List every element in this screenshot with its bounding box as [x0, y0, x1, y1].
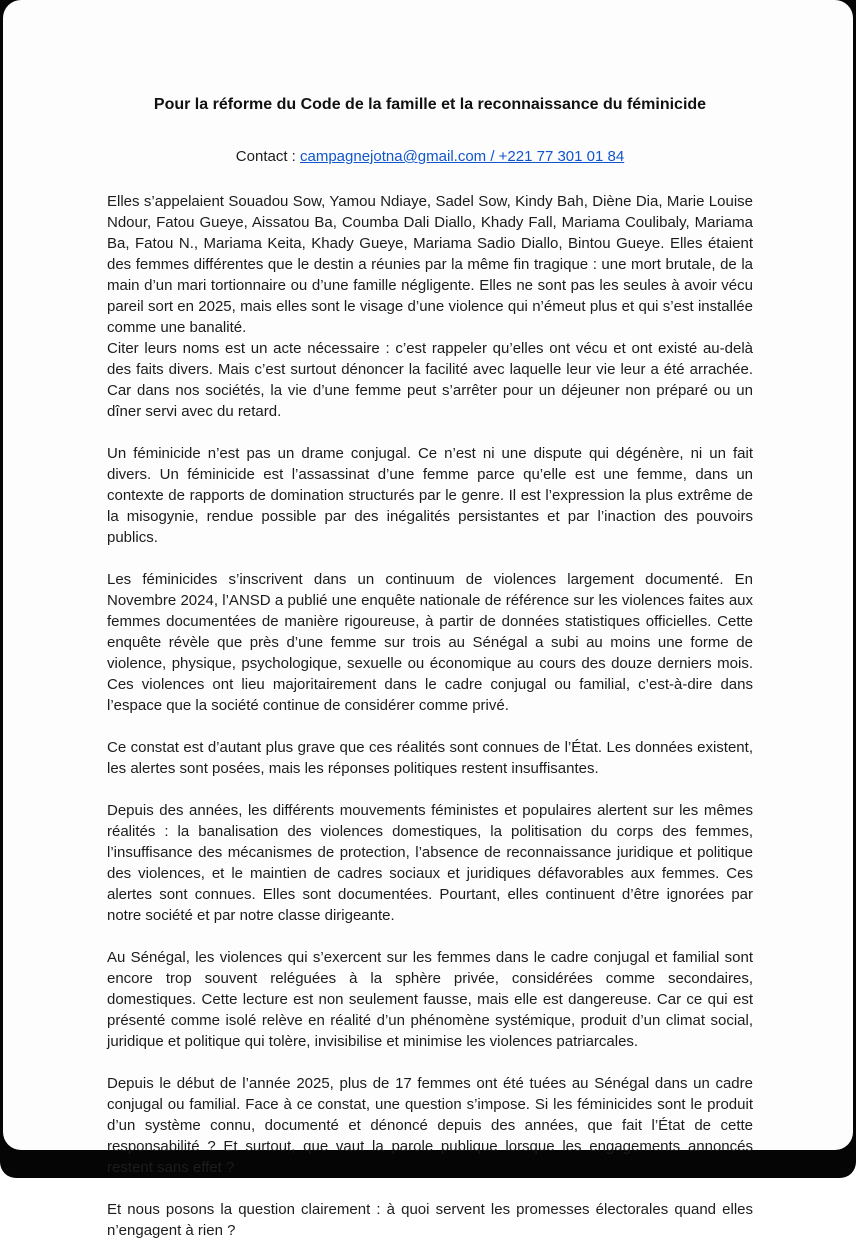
- contact-label: Contact :: [235, 148, 300, 165]
- paragraph-names-list: Elles s’appelaient Souadou Sow, Yamou Ndiaye, Sadel Sow, Kindy Bah, Diène Dia, Marie Louise Ndour, Fatou Gueye, Aissatou Ba, Coumba Dali Diallo, Khady Fall, Mariama Coulibaly, Mariama Ba, Fatou N., Mariama Keita, Khady Gueye, Mariama Sadio Diallo, Bintou Gueye. Elles étaient des femmes différentes que le destin a réunies par la même fin tragique : une mort brutale, de la main d’un mari tortionnaire ou d’une famille négligente. Elles ne sont pas les seules à avoir vécu pareil sort en 2025, mais elles sont le visage d’une violence qui n’émeut plus et qui s’est installée comme une banalité.: [107, 193, 753, 336]
- paragraph-question-promesses: Et nous posons la question clairement : à quoi servent les promesses électorales quand elles n’engagent à rien ?: [107, 1201, 753, 1239]
- paragraph-definition-feminicide: Un féminicide n’est pas un drame conjugal. Ce n’est ni une dispute qui dégénère, ni un fait divers. Un féminicide est l’assassinat d’une femme parce qu’elle est une femme, dans un contexte de rapports de domination structurés par le genre. Il est l’expression la plus extrême de la misogynie, rendue possible par des inégalités persistantes et par l’inaction des pouvoirs publics.: [107, 445, 753, 546]
- paragraph-mouvements-feministes: Depuis des années, les différents mouvements féministes et populaires alertent sur les mêmes réalités : la banalisation des violences domestiques, la politisation du corps des femmes, l’insuffisance des mécanismes de protection, l’absence de reconnaissance juridique et politique des violences, et le maintien de cadres sociaux et juridiques défavorables aux femmes. Ces alertes sont connues. Elles sont documentées. Pourtant, elles continuent d’être ignorées par notre société et par notre classe dirigeante.: [107, 802, 753, 924]
- document-page: [3, 0, 853, 1239]
- paragraph-citer-noms: Citer leurs noms est un acte nécessaire : c’est rappeler qu’elles ont vécu et ont existé au-delà des faits divers. Mais c’est surtout dénoncer la facilité avec laquelle leur vie leur a été arrachée. Car dans nos sociétés, la vie d’une femme peut s’arrêter pour un déjeuner non préparé ou un dîner servi avec du retard.: [107, 340, 753, 420]
- paragraph-sphere-privee: Au Sénégal, les violences qui s’exercent sur les femmes dans le cadre conjugal et familial sont encore trop souvent reléguées à la sphère privée, considérées comme secondaires, domestiques. Cette lecture est non seulement fausse, mais elle est dangereuse. Car ce qui est présenté comme isolé relève en réalité d’un phénomène systémique, produit d’un climat social, juridique et politique qui tolère, invisibilise et minimise les violences patriarcales.: [107, 949, 753, 1050]
- paragraph-continuum-violences: Les féminicides s’inscrivent dans un continuum de violences largement documenté. En Novembre 2024, l’ANSD a publié une enquête nationale de référence sur les violences faites aux femmes documentées de manière rigoureuse, à partir de données statistiques officielles. Cette enquête révèle que près d’une femme sur trois au Sénégal a subi au moins une forme de violence, physique, psychologique, sexuelle ou économique au cours des douze derniers mois. Ces violences ont lieu majoritairement dans le cadre conjugal ou familial, c’est-à-dire dans l’espace que la société continue de considérer comme privé.: [107, 571, 753, 714]
- contact-line: [107, 146, 753, 167]
- paragraph-17-femmes-2025: Depuis le début de l’année 2025, plus de 17 femmes ont été tuées au Sénégal dans un cadre conjugal ou familial. Face à ce constat, une question s’impose. Si les féminicides sont le produit d’un système connu, documenté et dénoncé depuis des années, que fait l’État de cette responsabilité ? Et surtout, que vaut la parole publique lorsque les engagements annoncés restent sans effet ?: [107, 1075, 753, 1176]
- document-title: Pour la réforme du Code de la famille et la reconnaissance du féminicide: [153, 96, 707, 113]
- contact-email-phone-link[interactable]: campagnejotna@gmail.com / +221 77 301 01 84: [300, 148, 625, 165]
- paragraph-constat-etat: Ce constat est d’autant plus grave que ces réalités sont connues de l’État. Les données existent, les alertes sont posées, mais les réponses politiques restent insuffisantes.: [107, 739, 753, 777]
